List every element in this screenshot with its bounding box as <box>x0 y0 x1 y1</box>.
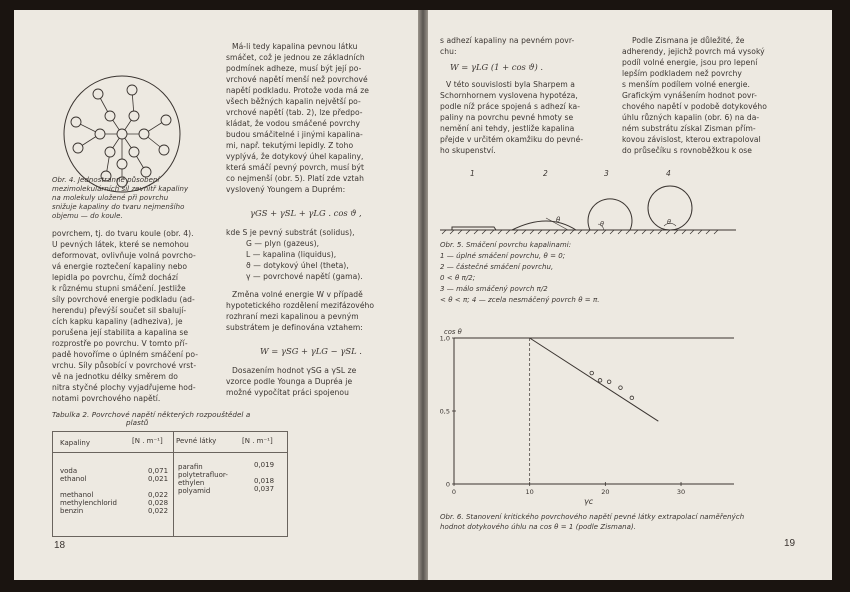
text-line: Schornhornem vyslovena hypotéza, <box>440 91 578 100</box>
wetting-droplets-figure <box>438 160 738 236</box>
text-line: vá energie roztečení kapaliny nebo <box>52 262 188 271</box>
text-line: Dosazením hodnot γSG a γSL ze <box>232 366 357 375</box>
table-cell: 0,021 <box>148 475 169 483</box>
droplet-number: 4 <box>666 169 671 178</box>
text-line: paliny na povrchu pevné hmoty se <box>440 113 574 122</box>
table-cell: methanol <box>60 491 94 499</box>
table-cell: 0,037 <box>254 485 275 493</box>
table-cell: ethanol <box>60 475 87 483</box>
data-point <box>619 386 623 390</box>
text-line: napětí podkladu. Protože voda má ze <box>226 86 370 95</box>
text-line: porušena její stabilita a kapalina se <box>52 328 189 337</box>
caption-line: snižuje kapaliny do tvaru nejmenšího <box>52 203 185 211</box>
table-cell: polytetrafluor- <box>178 471 228 479</box>
caption-line: hodnot dotykového úhlu na cos θ = 1 (podle Zismana). <box>440 523 637 531</box>
table-cell: benzin <box>60 507 84 515</box>
caption-line: 2 — částečné smáčení povrchu, <box>440 263 554 271</box>
text-line: možné vypočítat práci spojenou <box>226 388 349 397</box>
caption-line: < θ < π; 4 — zcela nesmáčený povrch θ = π. <box>440 296 600 304</box>
text-line: nitra styčné plochy vyjadřujeme hod- <box>52 383 196 392</box>
text-line: s menším podílem volné energie. <box>622 80 750 89</box>
text-line: do průsečíku s rovnoběžkou k ose <box>622 146 753 155</box>
caption-line: na molekuly uložené při povrchu <box>52 194 169 202</box>
text-line: Má-li tedy kapalina pevnou látku <box>232 42 358 51</box>
text-line: podíl volné energie, jsou pro lepení <box>622 58 758 67</box>
table-cell: 0,028 <box>148 499 169 507</box>
book-gutter <box>418 10 428 580</box>
caption-line: 3 — málo smáčený povrch π/2 <box>440 285 548 293</box>
extrapolation-line <box>530 338 659 421</box>
y-tick-label: 1,0 <box>439 334 450 343</box>
text-line: mi, např. tekutými lepidly. Z toho <box>226 141 354 150</box>
x-tick-label: 30 <box>676 488 686 496</box>
text-line: nemění ani tehdy, jestliže kapalina <box>440 124 575 133</box>
theta-label: θ <box>556 216 561 224</box>
legend-line: L — kapalina (liquidus), <box>246 250 337 259</box>
table-cell: 0,022 <box>148 507 169 515</box>
table-caption: Tabulka 2. Povrchové napětí některých rozpouštědel a <box>52 410 251 419</box>
legend-line: γ — povrchové napětí (gama). <box>246 272 363 281</box>
text-line: k různému stupni smáčení. Jestliže <box>52 284 186 293</box>
text-line: která smáčí pevný povrch, musí být <box>226 163 365 172</box>
table-caption-cont: plastů <box>126 418 149 427</box>
droplet-number: 3 <box>604 169 609 178</box>
data-point <box>630 396 634 400</box>
text-line: deformovat, ovlivňuje volná povrcho- <box>52 251 196 260</box>
text-line: adherendy, jejichž povrch má vysoký <box>622 47 765 56</box>
x-tick-label: 10 <box>525 488 534 496</box>
text-line: co nejmenší (obr. 5). Platí zde vztah <box>226 174 365 183</box>
free-energy-equation: W = γSG + γLG − γSL . <box>260 346 362 356</box>
y-axis-label: cos θ <box>444 328 462 336</box>
table-cell: 0,022 <box>148 491 169 499</box>
text-line: Změna volné energie W v případě <box>232 290 363 299</box>
table-cell: polyamid <box>178 487 211 495</box>
text-line: síly povrchové energie podkladu (ad- <box>52 295 195 304</box>
table-header: [N . m⁻¹] <box>242 437 273 445</box>
caption-line: objemu — do koule. <box>52 212 123 220</box>
caption-line: mezimolekulárních sil zevnitř kapaliny <box>52 185 189 193</box>
text-line: podmínek adheze, musí být její po- <box>226 64 362 73</box>
data-point <box>598 379 602 383</box>
table-header: Kapaliny <box>60 439 90 447</box>
text-line: kládat, že vodou smáčené povrchy <box>226 119 361 128</box>
caption-line: Obr. 6. Stanovení kritického povrchového napětí pevné látky extrapolací naměřených <box>440 513 745 521</box>
table-cell: 0,071 <box>148 467 169 475</box>
caption-line: Obr. 4. Jednostranné působení <box>52 176 160 184</box>
text-line: rozprostře po povrchu. V tomto pří- <box>52 339 188 348</box>
text-line: vě na jednotku délky směrem do <box>52 372 178 381</box>
text-line: podle níž práce spojená s adhezí ka- <box>440 102 581 111</box>
text-line: vrchové napětí (tab. 2), lze předpo- <box>226 108 363 117</box>
droplet-number: 1 <box>470 169 475 178</box>
text-line: ném substrátu získal Zisman přím- <box>622 124 756 133</box>
text-line: smáčet, což je jednou ze základních <box>226 53 365 62</box>
text-line: všech běžných kapalin největší po- <box>226 97 361 106</box>
young-dupre-equation: γGS + γSL + γLG . cos ϑ , <box>250 208 362 218</box>
table-cell: methylenchlorid <box>60 499 117 507</box>
table-cell: voda <box>60 467 78 475</box>
text-line: U pevných látek, které se nemohou <box>52 240 189 249</box>
page-number: 19 <box>784 538 796 549</box>
text-line: V této souvislosti byla Sharpem a <box>446 80 575 89</box>
text-line: vrchové napětí menší než povrchové <box>226 75 368 84</box>
text-line: vrchu. Síly působící v povrchové vrst- <box>52 361 197 370</box>
caption-line: 0 < θ π/2; <box>440 274 476 282</box>
table-header: [N . m⁻¹] <box>132 437 163 445</box>
left-page <box>14 10 418 580</box>
zisman-plot <box>438 326 738 508</box>
text-line: hypotetického rozdělení mezifázového <box>226 301 375 310</box>
text-line: Podle Zismana je důležité, že <box>632 36 745 45</box>
text-line: chu: <box>440 47 457 56</box>
legend-line: ϑ — dotykový úhel (theta), <box>246 261 349 270</box>
text-line: vyslovený Youngem a Duprém: <box>226 185 346 194</box>
caption-line: 1 — úplné smáčení povrchu, θ = 0; <box>440 252 566 260</box>
legend-line: kde S je pevný substrát (solidus), <box>226 228 355 237</box>
y-tick-label: 0,5 <box>439 407 450 416</box>
text-line: chového napětí v podobě dotykového <box>622 102 767 111</box>
text-line: vyplývá, že dotykový úhel kapaliny, <box>226 152 364 161</box>
text-line: povrchem, tj. do tvaru koule (obr. 4). <box>52 229 194 238</box>
page-number: 18 <box>54 540 66 551</box>
droplet-number: 2 <box>543 169 548 178</box>
x-tick-label: 0 <box>451 488 457 496</box>
adhesion-work-equation: W = γLG (1 + cos ϑ) . <box>450 62 544 72</box>
x-axis-label: γc <box>584 497 594 506</box>
text-line: přejde v určitém okamžiku do pevné- <box>440 135 584 144</box>
data-point <box>590 371 594 375</box>
text-line: herendu) převýší součet sil sbalují- <box>52 306 187 315</box>
text-line: ho skupenství. <box>440 146 496 155</box>
legend-line: G — plyn (gazeus), <box>246 239 320 248</box>
text-line: Grafickým vynášením hodnot povr- <box>622 91 757 100</box>
theta-label: θ <box>667 218 671 226</box>
text-line: rozhraní mezi kapalinou a pevným <box>226 312 359 321</box>
text-line: s adhezí kapaliny na pevném povr- <box>440 36 575 45</box>
table-cell: 0,019 <box>254 461 275 469</box>
table-cell: ethylen <box>178 479 205 487</box>
text-line: úhlu různých kapalin (obr. 6) na da- <box>622 113 760 122</box>
text-line: cích kapku kapaliny (adheziva), je <box>52 317 183 326</box>
y-tick-label: 0 <box>445 480 450 489</box>
theta-label: θ <box>600 220 604 228</box>
data-point <box>607 380 611 384</box>
text-line: budou smáčitelné i jinými kapalina- <box>226 130 363 139</box>
right-page <box>428 10 832 580</box>
table-header: Pevné látky <box>176 437 217 445</box>
text-line: lepidla po povrchu, čímž dochází <box>52 273 179 282</box>
text-line: notami povrchového napětí. <box>52 394 161 403</box>
text-line: substrátem je definována vztahem: <box>226 323 363 332</box>
text-line: lepším podkladem než povrchy <box>622 69 742 78</box>
table-cell: 0,018 <box>254 477 275 485</box>
text-line: vzorce podle Younga a Dupréa je <box>226 377 353 386</box>
text-line: padě hovoříme o úplném smáčení po- <box>52 350 199 359</box>
text-line: kovou závislost, kterou extrapoloval <box>622 135 761 144</box>
x-tick-label: 20 <box>601 488 610 496</box>
caption-line: Obr. 5. Smáčení povrchu kapalinami: <box>440 241 572 249</box>
table-cell: parafin <box>178 463 203 471</box>
